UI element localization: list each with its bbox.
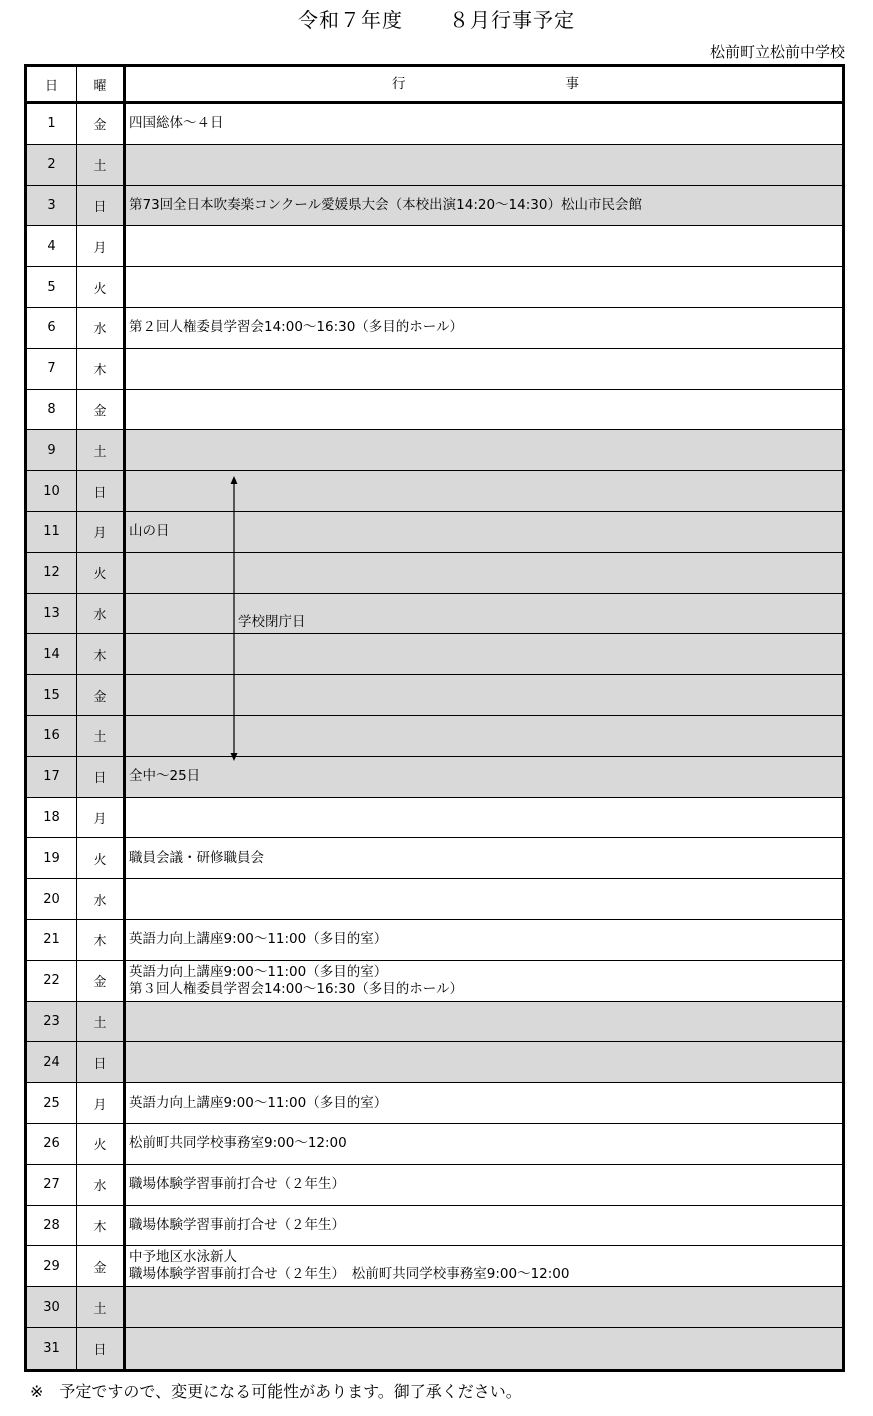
row-events bbox=[126, 1002, 842, 1042]
row-events bbox=[126, 879, 842, 919]
event-line: 山の日 bbox=[129, 523, 170, 540]
row-date: 6 bbox=[27, 308, 77, 348]
row-events bbox=[126, 757, 842, 797]
event-line: 中予地区水泳新人 bbox=[129, 1249, 237, 1266]
event-line: 英語力向上講座9:00～11:00（多目的室） bbox=[129, 931, 388, 948]
row-weekday: 水 bbox=[77, 1165, 126, 1205]
event-line: 松前町共同学校事務室9:00～12:00 bbox=[129, 1135, 347, 1152]
row-date: 25 bbox=[27, 1083, 77, 1123]
row-date: 30 bbox=[27, 1287, 77, 1327]
row-date: 8 bbox=[27, 390, 77, 430]
row-events bbox=[126, 430, 842, 470]
table-row bbox=[27, 226, 842, 267]
row-date: 28 bbox=[27, 1206, 77, 1246]
row-events bbox=[126, 390, 842, 430]
closure-label: 学校閉庁日 bbox=[238, 614, 306, 630]
row-weekday: 土 bbox=[77, 1287, 126, 1327]
row-weekday: 水 bbox=[77, 879, 126, 919]
row-weekday: 火 bbox=[77, 553, 126, 593]
table-row bbox=[27, 186, 842, 227]
row-date: 29 bbox=[27, 1246, 77, 1286]
table-row bbox=[27, 267, 842, 308]
row-weekday: 日 bbox=[77, 757, 126, 797]
event-line: 第73回全日本吹奏楽コンクール愛媛県大会（本校出演14:20～14:30）松山市民会館 bbox=[129, 196, 642, 213]
row-date: 1 bbox=[27, 104, 77, 144]
row-events bbox=[126, 226, 842, 266]
table-row bbox=[27, 1287, 842, 1328]
table-row bbox=[27, 1206, 842, 1247]
table-row bbox=[27, 675, 842, 716]
table-row bbox=[27, 879, 842, 920]
event-line: 職場体験学習事前打合せ（２年生） bbox=[129, 1176, 345, 1193]
row-events bbox=[126, 267, 842, 307]
row-weekday: 月 bbox=[77, 1083, 126, 1123]
table-row bbox=[27, 1328, 842, 1369]
row-weekday: 火 bbox=[77, 838, 126, 878]
event-line: 第３回人権委員学習会14:00～16:30（多目的ホール） bbox=[129, 980, 464, 997]
table-row bbox=[27, 1165, 842, 1206]
row-weekday: 土 bbox=[77, 145, 126, 185]
row-weekday: 月 bbox=[77, 226, 126, 266]
row-date: 20 bbox=[27, 879, 77, 919]
row-date: 22 bbox=[27, 961, 77, 1001]
table-row bbox=[27, 798, 842, 839]
title-era: 令和７年度 bbox=[298, 8, 403, 32]
event-line: 英語力向上講座9:00～11:00（多目的室） bbox=[129, 963, 388, 980]
row-events bbox=[126, 798, 842, 838]
table-row bbox=[27, 920, 842, 961]
page-title bbox=[0, 4, 873, 33]
row-events bbox=[126, 186, 842, 226]
row-events bbox=[126, 1206, 842, 1246]
row-events bbox=[126, 920, 842, 960]
footnote: ※ 予定ですので、変更になる可能性があります。御了承ください。 bbox=[30, 1382, 522, 1401]
row-date: 7 bbox=[27, 349, 77, 389]
row-weekday: 土 bbox=[77, 716, 126, 756]
row-weekday: 木 bbox=[77, 634, 126, 674]
row-weekday: 土 bbox=[77, 1002, 126, 1042]
table-row bbox=[27, 1246, 842, 1287]
row-date: 24 bbox=[27, 1042, 77, 1082]
row-date: 2 bbox=[27, 145, 77, 185]
header-weekday: 曜 bbox=[77, 67, 126, 101]
row-date: 4 bbox=[27, 226, 77, 266]
table-row bbox=[27, 308, 842, 349]
row-date: 31 bbox=[27, 1328, 77, 1369]
row-events bbox=[126, 1124, 842, 1164]
row-date: 11 bbox=[27, 512, 77, 552]
table-row bbox=[27, 553, 842, 594]
row-date: 12 bbox=[27, 553, 77, 593]
row-weekday: 水 bbox=[77, 308, 126, 348]
table-row bbox=[27, 512, 842, 553]
row-date: 18 bbox=[27, 798, 77, 838]
table-row bbox=[27, 634, 842, 675]
event-line: 全中～25日 bbox=[129, 768, 201, 785]
event-line: 四国総体～４日 bbox=[129, 115, 224, 132]
row-weekday: 日 bbox=[77, 471, 126, 511]
row-weekday: 火 bbox=[77, 1124, 126, 1164]
table-row bbox=[27, 1124, 842, 1165]
row-weekday: 月 bbox=[77, 798, 126, 838]
row-date: 27 bbox=[27, 1165, 77, 1205]
header-event: 行 事 bbox=[392, 75, 579, 92]
row-weekday: 日 bbox=[77, 186, 126, 226]
row-date: 10 bbox=[27, 471, 77, 511]
table-row bbox=[27, 430, 842, 471]
row-date: 23 bbox=[27, 1002, 77, 1042]
row-weekday: 木 bbox=[77, 920, 126, 960]
row-date: 3 bbox=[27, 186, 77, 226]
row-events bbox=[126, 1083, 842, 1123]
row-date: 17 bbox=[27, 757, 77, 797]
event-line: 第２回人権委員学習会14:00～16:30（多目的ホール） bbox=[129, 319, 464, 336]
title-name: ８月行事予定 bbox=[449, 8, 575, 32]
row-events bbox=[126, 349, 842, 389]
row-events bbox=[126, 961, 842, 1001]
row-weekday: 日 bbox=[77, 1328, 126, 1369]
row-events bbox=[126, 838, 842, 878]
row-weekday: 木 bbox=[77, 349, 126, 389]
table-row bbox=[27, 757, 842, 798]
row-weekday: 火 bbox=[77, 267, 126, 307]
row-weekday: 日 bbox=[77, 1042, 126, 1082]
row-events bbox=[126, 1246, 842, 1286]
table-row bbox=[27, 838, 842, 879]
row-weekday: 月 bbox=[77, 512, 126, 552]
row-date: 14 bbox=[27, 634, 77, 674]
row-events bbox=[126, 1287, 842, 1327]
table-row bbox=[27, 594, 842, 635]
row-date: 19 bbox=[27, 838, 77, 878]
schedule-table bbox=[24, 64, 845, 1372]
table-row bbox=[27, 349, 842, 390]
table-row bbox=[27, 145, 842, 186]
row-date: 5 bbox=[27, 267, 77, 307]
row-weekday: 木 bbox=[77, 1206, 126, 1246]
row-events bbox=[126, 104, 842, 144]
row-weekday: 金 bbox=[77, 390, 126, 430]
table-row bbox=[27, 471, 842, 512]
table-row bbox=[27, 390, 842, 431]
row-events bbox=[126, 1165, 842, 1205]
row-date: 21 bbox=[27, 920, 77, 960]
row-date: 26 bbox=[27, 1124, 77, 1164]
event-line: 職員会議・研修職員会 bbox=[129, 849, 264, 866]
row-date: 13 bbox=[27, 594, 77, 634]
table-row bbox=[27, 104, 842, 145]
row-events bbox=[126, 145, 842, 185]
row-weekday: 金 bbox=[77, 961, 126, 1001]
row-weekday: 金 bbox=[77, 1246, 126, 1286]
table-row bbox=[27, 716, 842, 757]
event-line: 職場体験学習事前打合せ（２年生） 松前町共同学校事務室9:00～12:00 bbox=[129, 1266, 570, 1283]
event-line: 英語力向上講座9:00～11:00（多目的室） bbox=[129, 1094, 388, 1111]
event-line: 職場体験学習事前打合せ（２年生） bbox=[129, 1216, 345, 1233]
table-header bbox=[27, 67, 842, 104]
table-row bbox=[27, 1083, 842, 1124]
header-date: 日 bbox=[27, 67, 77, 101]
table-row bbox=[27, 1002, 842, 1043]
row-events bbox=[126, 308, 842, 348]
row-date: 15 bbox=[27, 675, 77, 715]
table-row bbox=[27, 961, 842, 1002]
table-body bbox=[27, 104, 842, 1369]
row-date: 16 bbox=[27, 716, 77, 756]
school-name: 松前町立松前中学校 bbox=[709, 43, 845, 61]
row-weekday: 金 bbox=[77, 104, 126, 144]
row-date: 9 bbox=[27, 430, 77, 470]
row-events bbox=[126, 1042, 842, 1082]
row-events bbox=[126, 1328, 842, 1369]
row-weekday: 水 bbox=[77, 594, 126, 634]
row-weekday: 土 bbox=[77, 430, 126, 470]
table-row bbox=[27, 1042, 842, 1083]
row-weekday: 金 bbox=[77, 675, 126, 715]
